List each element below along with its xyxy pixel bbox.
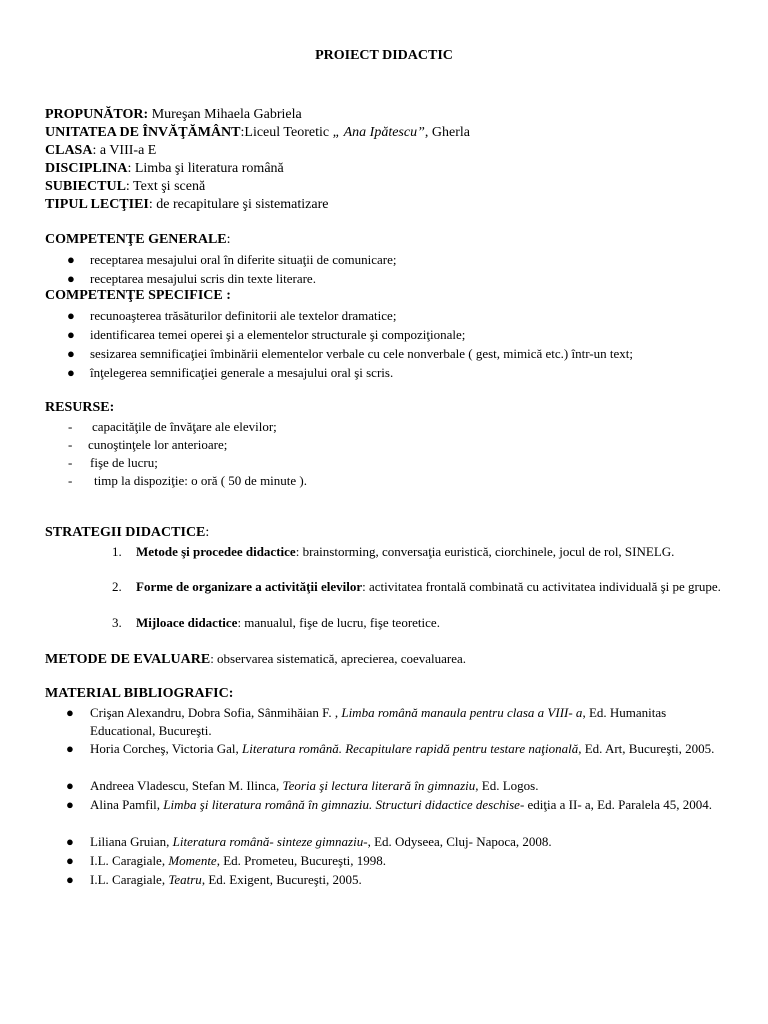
clasa-value: : a VIII-a E — [92, 143, 157, 158]
bullet-icon: ● — [66, 834, 74, 849]
bibliography-item: ● I.L. Caragiale, Momente, Ed. Prometeu, Bucureşti, 1998. — [66, 853, 387, 868]
bullet-icon: ● — [66, 797, 74, 812]
disciplina-label: DISCIPLINA — [45, 161, 128, 176]
competente-specifice-heading — [45, 287, 231, 304]
list-item: ● receptarea mesajului scris din texte literare. — [67, 271, 316, 286]
list-item: ● identificarea temei operei şi a elementelor structurale şi compoziţionale; — [67, 327, 466, 342]
bullet-icon: ● — [66, 705, 74, 720]
strategii-label: STRATEGII DIDACTICE — [45, 525, 206, 540]
bullet-icon: ● — [67, 365, 75, 380]
bullet-icon: ● — [67, 308, 75, 323]
list-item: - fişe de lucru; — [68, 455, 158, 470]
evaluare-label: METODE DE EVALUARE — [45, 652, 211, 667]
propunator-value: Mureşan Mihaela Gabriela — [148, 107, 302, 122]
evaluare-line — [45, 650, 466, 668]
list-item: ● recunoaşterea trăsăturilor definitorii ale textelor dramatice; — [67, 308, 397, 323]
list-item: - cunoştinţele lor anterioare; — [68, 437, 228, 452]
bibliography-item: ● Andreea Vladescu, Stefan M. Ilinca, Teoria şi lectura literară în gimnaziu, Ed. Logos. — [66, 778, 539, 793]
dash-icon: - — [68, 419, 73, 434]
numbered-item: 3. Mijloace didactice: manualul, fişe de lucru, fişe teoretice. — [112, 615, 440, 630]
subiectul-label: SUBIECTUL — [45, 179, 126, 194]
unitatea-line — [45, 124, 470, 141]
clasa-label: CLASA — [45, 143, 93, 158]
bibliography-item: ● Liliana Gruian, Literatura română- sinteze gimnaziu-, Ed. Odyseea, Cluj- Napoca, 2008. — [66, 834, 552, 849]
subiectul-line — [45, 178, 205, 195]
disciplina-line — [45, 160, 284, 177]
bullet-icon: ● — [66, 853, 74, 868]
list-item: ● sesizarea semnificaţiei îmbinării elementelor verbale cu cele nonverbale ( gest, mimică etc.) într-un text; — [67, 346, 633, 361]
bullet-icon: ● — [67, 346, 75, 361]
bullet-icon: ● — [67, 252, 75, 267]
unitatea-value-italic: „ Ana Ipătescu” — [332, 125, 425, 140]
unitatea-value-pre: :Liceul Teoretic — [240, 125, 333, 140]
propunator-line — [45, 106, 302, 123]
bibliography-item: ● Alina Pamfil, Limba şi literatura română în gimnaziu. Structuri didactice deschise- ediţia a II- a, Ed. Paralela 45, 2004. — [66, 797, 712, 812]
list-item: - capacităţile de învăţare ale elevilor; — [68, 419, 277, 434]
bibliography-item: ● Horia Corcheş, Victoria Gal, Literatura română. Recapitulare rapidă pentru testare naţională, Ed. Art, Bucureşti, 2005. — [66, 741, 715, 756]
clasa-line — [45, 142, 156, 159]
tipul-value: : de recapitulare şi sistematizare — [148, 197, 329, 212]
competente-generale-label: COMPETENŢE GENERALE — [45, 232, 227, 247]
bullet-icon: ● — [66, 778, 74, 793]
list-item: - timp la dispoziţie: o oră ( 50 de minute ). — [68, 473, 308, 488]
numbered-item: 2. Forme de organizare a activităţii elevilor: activitatea frontală combinată cu activitatea individuală şi pe grupe. — [112, 579, 721, 594]
bibliografie-label: MATERIAL BIBLIOGRAFIC: — [45, 686, 234, 701]
competente-generale-suffix: : — [226, 232, 231, 247]
list-item: ● înţelegerea semnificaţiei generale a mesajului oral şi scris. — [67, 365, 394, 380]
strategii-suffix: : — [205, 525, 210, 540]
dash-icon: - — [68, 473, 73, 488]
tipul-label: TIPUL LECŢIEI — [45, 197, 149, 212]
dash-icon: - — [68, 437, 73, 452]
page-title: PROIECT DIDACTIC — [315, 48, 453, 63]
resurse-heading — [45, 399, 114, 416]
competente-generale-heading — [45, 231, 231, 248]
bullet-icon: ● — [66, 872, 74, 887]
list-item: ● receptarea mesajului oral în diferite situaţii de comunicare; — [67, 252, 397, 267]
disciplina-value: : Limba şi literatura română — [127, 161, 284, 176]
subiectul-value: : Text şi scenă — [125, 179, 206, 194]
unitatea-value-post: , Gherla — [424, 125, 470, 140]
bibliografie-heading — [45, 685, 233, 702]
bullet-icon: ● — [66, 741, 74, 756]
strategii-heading — [45, 524, 209, 541]
competente-specifice-label: COMPETENŢE SPECIFICE : — [45, 288, 231, 303]
bibliography-item: ● Crişan Alexandru, Dobra Sofia, Sânmihăian F. , Limba română manaula pentru clasa a VIII- a, Ed. Humanitas Educational, Bucureşti. — [66, 705, 667, 738]
bullet-icon: ● — [67, 327, 75, 342]
tipul-line — [45, 196, 328, 213]
evaluare-value: : observarea sistematică, aprecierea, coevaluarea. — [210, 651, 467, 666]
bullet-icon: ● — [67, 271, 75, 286]
bibliography-item: ● I.L. Caragiale, Teatru, Ed. Exigent, Bucureşti, 2005. — [66, 872, 362, 887]
resurse-label: RESURSE: — [45, 400, 115, 415]
propunator-label: PROPUNĂTOR: — [45, 107, 149, 122]
unitatea-label: UNITATEA DE ÎNVĂŢĂMÂNT — [45, 125, 241, 140]
numbered-item: 1. Metode şi procedee didactice: brainstorming, conversaţia euristică, ciorchinele, jocul de rol, SINELG. — [112, 544, 675, 559]
dash-icon: - — [68, 455, 73, 470]
